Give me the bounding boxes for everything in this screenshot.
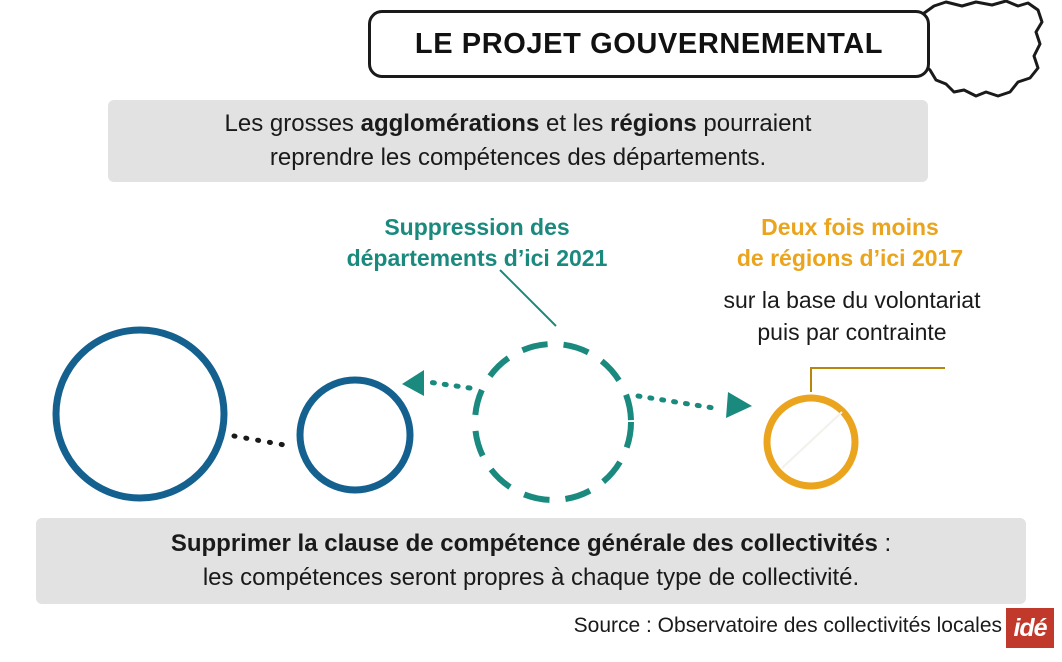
annotation-gold-line-1: Deux fois moins bbox=[761, 214, 939, 240]
source-text: Source : Observatoire des collectivités locales bbox=[573, 614, 1002, 637]
page-title: LE PROJET GOUVERNEMENTAL bbox=[414, 27, 884, 60]
bottom-bold-text: Supprimer la clause de compétence générale des collectivités bbox=[170, 530, 878, 557]
intro-panel bbox=[108, 100, 928, 182]
annotation-gold-sub-line-1: sur la base du volontariat bbox=[723, 287, 981, 313]
intro-bold-agglomerations: agglomérations bbox=[360, 110, 540, 137]
intro-bold-regions: régions bbox=[610, 110, 697, 137]
intro-line-2: reprendre les compétences des départements. bbox=[269, 144, 767, 171]
annotation-gold-sub-line-2: puis par contrainte bbox=[757, 319, 947, 345]
gold-circle-highlight bbox=[782, 412, 842, 468]
dotted-link-1 bbox=[234, 436, 290, 446]
bottom-line-2: les compétences seront propres à chaque type de collectivité. bbox=[202, 564, 860, 591]
annotation-teal-line-2: départements d’ici 2021 bbox=[346, 245, 608, 271]
ide-logo: idé bbox=[1006, 608, 1054, 648]
arrowhead-left-icon bbox=[402, 370, 424, 396]
leader-line-teal bbox=[500, 270, 556, 326]
intro-text-1: Les grosses bbox=[224, 110, 361, 137]
annotation-teal-line-1: Suppression des bbox=[384, 214, 570, 240]
dotted-arrow-to-gold bbox=[638, 396, 714, 408]
intro-text-3: pourraient bbox=[696, 110, 812, 137]
leader-line-gold bbox=[811, 368, 945, 392]
bottom-panel bbox=[36, 518, 1026, 604]
intro-text-2: et les bbox=[539, 110, 611, 137]
bottom-colon: : bbox=[877, 530, 892, 557]
dashed-teal-circle bbox=[475, 344, 631, 500]
dotted-arrow-to-medium bbox=[428, 382, 470, 388]
arrowhead-right-icon bbox=[726, 392, 752, 418]
intro-line-1 bbox=[225, 107, 812, 141]
annotation-gold-line-2: de régions d’ici 2017 bbox=[736, 245, 964, 271]
circles-diagram bbox=[0, 180, 1062, 530]
page-title-box bbox=[368, 10, 930, 78]
bottom-line-1 bbox=[171, 527, 891, 561]
medium-blue-circle bbox=[300, 380, 410, 490]
large-blue-circle bbox=[56, 330, 224, 498]
